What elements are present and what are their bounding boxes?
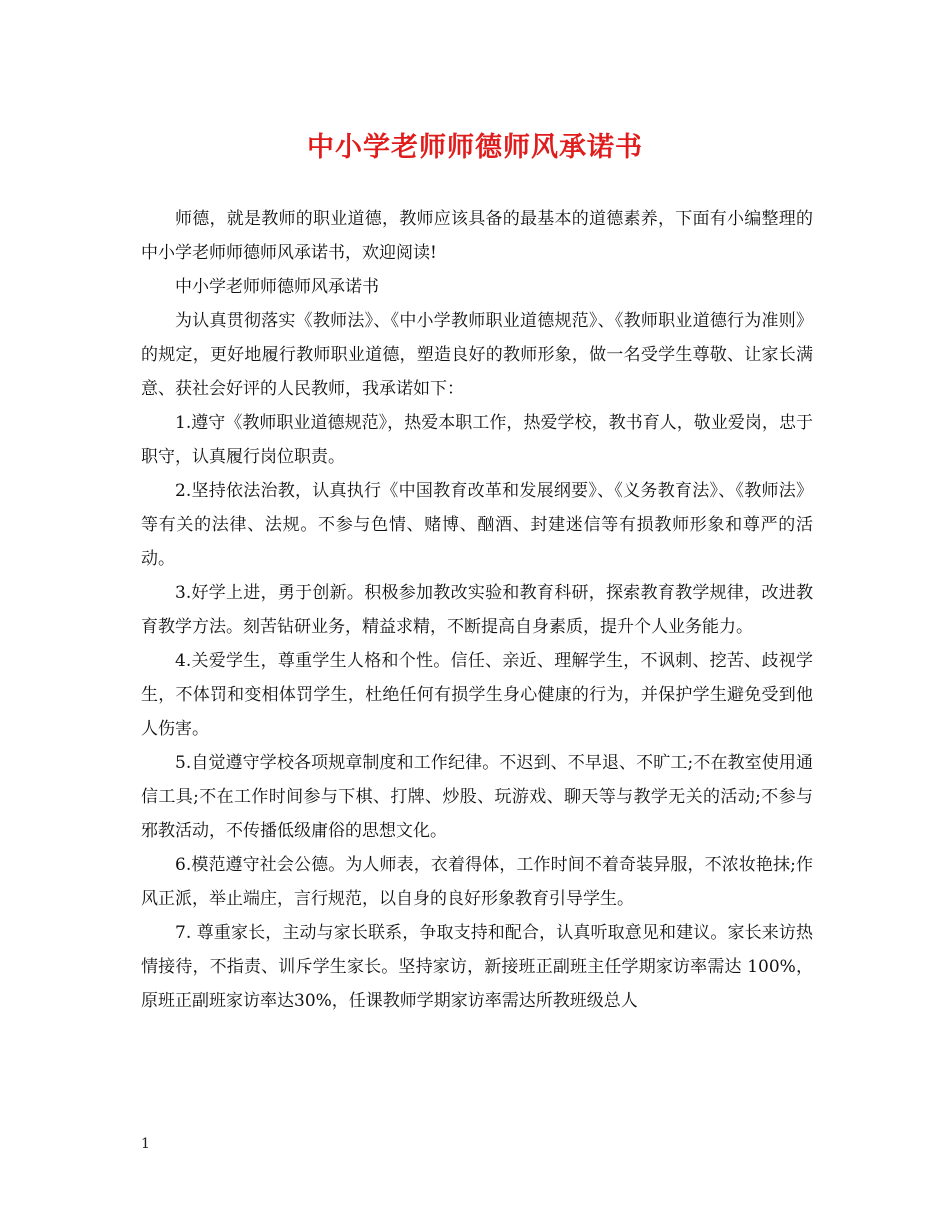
page-number: 1 xyxy=(141,1136,150,1152)
pledge-item-7: 7. 尊重家长，主动与家长联系，争取支持和配合，认真听取意见和建议。家长来访热情接待，不指责、训斥学生家长。坚持家访，新接班正副班主任学期家访率需达 100%，原班正副班家访率达30%，任课教师学期家访率需达所教班级总人 xyxy=(141,923,813,1011)
pledge-item-3: 3.好学上进，勇于创新。积极参加教改实验和教育科研，探索教育教学规律，改进教育教学方法。刻苦钻研业务，精益求精，不断提高自身素质，提升个人业务能力。 xyxy=(141,583,813,637)
pledge-item-4: 4.关爱学生，尊重学生人格和个性。信任、亲近、理解学生，不讽刺、挖苦、歧视学生，不体罚和变相体罚学生，杜绝任何有损学生身心健康的行为，并保护学生避免受到他人伤害。 xyxy=(141,651,813,739)
document-title: 中小学老师师德师风承诺书 xyxy=(307,132,643,163)
section-heading: 中小学老师师德师风承诺书 xyxy=(175,277,379,297)
document-body xyxy=(141,202,813,1018)
preamble-paragraph: 为认真贯彻落实《教师法》、《中小学教师职业道德规范》、《教师职业道德行为准则》的规定，更好地履行教师职业道德，塑造良好的教师形象，做一名受学生尊敬、让家长满意、获社会好评的人民教师，我承诺如下： xyxy=(141,311,813,399)
pledge-item-2: 2.坚持依法治教，认真执行《中国教育改革和发展纲要》、《义务教育法》、《教师法》等有关的法律、法规。不参与色情、赌博、酗酒、封建迷信等有损教师形象和尊严的活动。 xyxy=(141,481,813,569)
pledge-item-1: 1.遵守《教师职业道德规范》，热爱本职工作，热爱学校，教书育人，敬业爱岗，忠于职守，认真履行岗位职责。 xyxy=(141,413,813,467)
intro-paragraph: 师德，就是教师的职业道德，教师应该具备的最基本的道德素养，下面有小编整理的中小学老师师德师风承诺书，欢迎阅读! xyxy=(141,209,813,263)
pledge-item-6: 6.模范遵守社会公德。为人师表，衣着得体，工作时间不着奇装异服，不浓妆艳抹;作风正派，举止端庄，言行规范，以自身的良好形象教育引导学生。 xyxy=(141,855,813,909)
pledge-item-5: 5.自觉遵守学校各项规章制度和工作纪律。不迟到、不早退、不旷工;不在教室使用通信工具;不在工作时间参与下棋、打牌、炒股、玩游戏、聊天等与教学无关的活动;不参与邪教活动，不传播低级庸俗的思想文化。 xyxy=(141,753,813,841)
